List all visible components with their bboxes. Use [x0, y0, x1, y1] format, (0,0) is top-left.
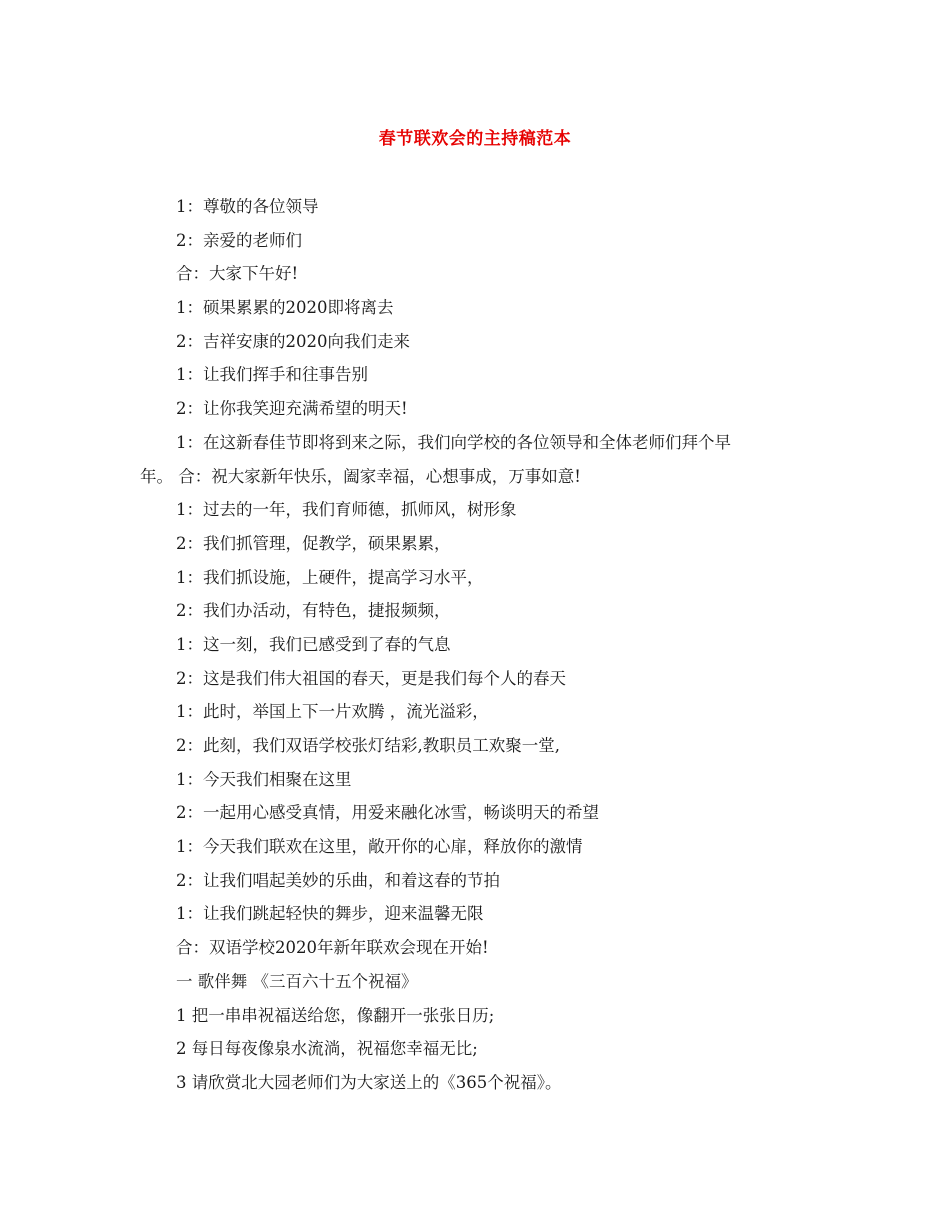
- document-body: [140, 190, 820, 1100]
- script-line: 1：在这新春佳节即将到来之际，我们向学校的各位领导和全体老师们拜个早: [176, 432, 731, 452]
- script-line: 合：双语学校2020年新年联欢会现在开始!: [176, 938, 489, 958]
- script-line: 2：一起用心感受真情，用爱来融化冰雪，畅谈明天的希望: [176, 803, 599, 823]
- script-line: 1：过去的一年，我们育师德，抓师风，树形象: [176, 500, 517, 520]
- script-line: 2：这是我们伟大祖国的春天，更是我们每个人的春天: [176, 668, 566, 688]
- script-line: 1：我们抓设施，上硬件，提高学习水平，: [176, 567, 484, 587]
- script-line: 合：大家下午好!: [176, 264, 299, 284]
- script-line: 2 每日每夜像泉水流淌，祝福您幸福无比;: [176, 1039, 478, 1059]
- script-line: 2：吉祥安康的2020向我们走来: [176, 331, 410, 351]
- script-line: 2：让你我笑迎充满希望的明天!: [176, 399, 408, 419]
- document-title: 春节联欢会的主持稿范本: [378, 129, 572, 149]
- script-line: 2：亲爱的老师们: [176, 230, 302, 250]
- script-line: 2：我们抓管理，促教学，硕果累累，: [176, 533, 451, 553]
- script-line: 1：今天我们联欢在这里，敞开你的心扉，释放你的激情: [176, 837, 583, 857]
- script-line: 1：这一刻，我们已感受到了春的气息: [176, 634, 451, 654]
- script-line: 1：尊敬的各位领导: [176, 197, 319, 216]
- script-line: 1：让我们挥手和往事告别: [176, 365, 368, 385]
- script-line: 1：让我们跳起轻快的舞步，迎来温馨无限: [176, 904, 484, 924]
- program-item-heading: 一 歌伴舞 《三百六十五个祝福》: [176, 971, 418, 991]
- script-line-continued: 年。 合：祝大家新年快乐，阖家幸福，心想事成，万事如意!: [140, 466, 581, 486]
- script-line: 2：让我们唱起美妙的乐曲，和着这春的节拍: [176, 870, 500, 890]
- script-line: 1：今天我们相聚在这里: [176, 769, 352, 789]
- script-line: 1 把一串串祝福送给您，像翻开一张张日历;: [176, 1005, 495, 1025]
- script-line: 1：此时，举国上下一片欢腾 ，流光溢彩，: [176, 702, 489, 722]
- script-line: 2：此刻，我们双语学校张灯结彩,教职员工欢聚一堂,: [176, 736, 560, 755]
- script-line: 2：我们办活动，有特色，捷报频频，: [176, 601, 451, 621]
- script-line: 1：硕果累累的2020即将离去: [176, 298, 394, 318]
- script-line: 3 请欣赏北大园老师们为大家送上的《365个祝福》。: [176, 1072, 562, 1092]
